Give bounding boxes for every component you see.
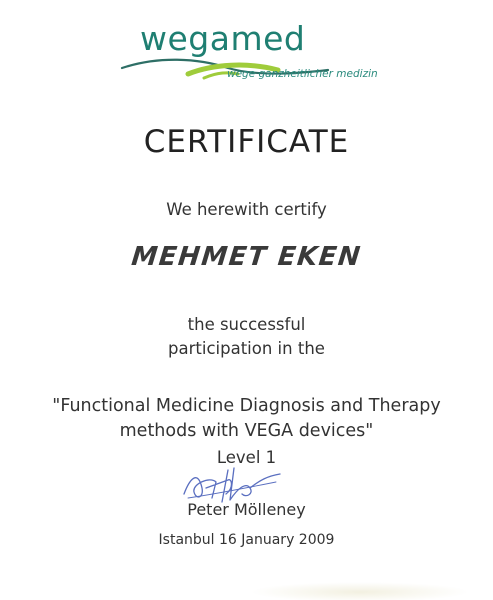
participation-text <box>0 313 493 361</box>
recipient-name: MEHMET EKEN <box>130 242 363 272</box>
success-line-2: participation in the <box>168 339 325 358</box>
course-line-2: methods with VEGA devices" <box>119 421 374 441</box>
course-level: Level 1 <box>216 448 277 467</box>
logo-tagline: wege ganzheitlicher medizin <box>227 68 378 80</box>
wegamed-logo <box>118 19 378 92</box>
course-line-1: "Functional Medicine Diagnosis and Therapy <box>52 396 441 416</box>
paper-stain <box>250 582 470 600</box>
certify-line: We herewith certify <box>166 200 327 219</box>
place-and-date: Istanbul 16 January 2009 <box>158 532 335 548</box>
course-title <box>0 394 493 444</box>
logo-brand-text: wegamed <box>140 19 306 58</box>
signer-name: Peter Mölleney <box>187 500 306 519</box>
success-line-1: the successful <box>187 315 306 334</box>
certificate-title: CERTIFICATE <box>143 124 350 160</box>
